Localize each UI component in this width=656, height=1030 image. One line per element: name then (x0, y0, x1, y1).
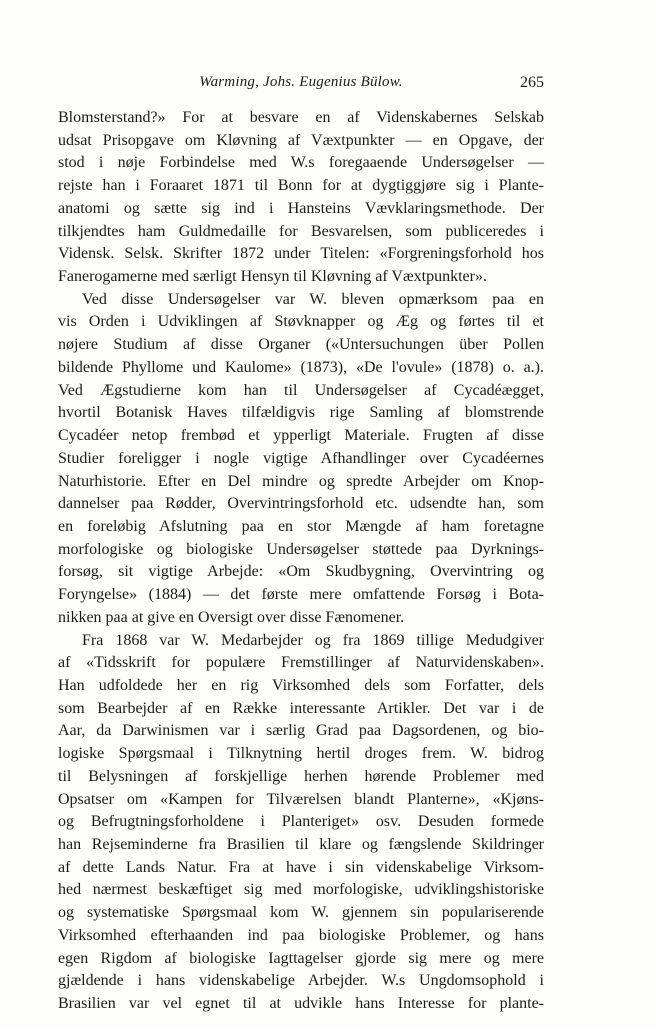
text-line: Cycadéer netop frembød et ypperligt Materiale. Frugten af disse (58, 427, 544, 445)
text-line: egen Rigdom af biologiske Iagttagelser gjorde sig mere og mere (58, 949, 544, 967)
text-line: Naturhistorie. Efter en Del mindre og spredte Arbejder om Knop- (58, 472, 544, 490)
text-line: Blomsterstand?» For at besvare en af Videnskabernes Selskab (58, 109, 544, 126)
text-line: Foryngelse» (1884) — det første mere omfattende Forsøg i Bota- (58, 586, 544, 604)
text-line: anatomi og sætte sig ind i Hansteins Vævklaringsmethode. Der (58, 199, 544, 217)
text-line: nøjere Studium af disse Organer («Untersuchungen über Pollen (58, 336, 544, 354)
text-line: Ved Ægstudierne kom han til Undersøgelser af Cycadéægget, (58, 381, 544, 399)
text-line: hed nærmest beskæftiget sig med morfologiske, udviklingshistoriske (58, 881, 544, 899)
running-title: Warming, Johs. Eugenius Bülow. (199, 74, 403, 90)
text-line: vis Orden i Udviklingen af Støvknapper og Æg og førtes til et (58, 313, 544, 331)
text-line: Han udfoldede her en rig Virksomhed dels som Forfatter, dels (58, 676, 544, 694)
text-line: nikken paa at give en Oversigt over disse Fænomener. (58, 608, 405, 626)
text-line: af dette Lands Natur. Fra at have i sin videnskabelige Virksom- (58, 858, 544, 876)
text-line: udsat Prisopgave om Kløvning af Væxtpunkter — en Opgave, der (58, 131, 544, 149)
text-line: stod i nøje Forbindelse med W.s foregaaende Undersøgelser — (58, 154, 544, 172)
text-line: bildende Phyllome und Kaulome» (1873), «De l'ovule» (1878) o. a.). (58, 358, 544, 376)
text-line: han Rejseminderne fra Brasilien til klare og fængslende Skildringer (58, 836, 544, 853)
text-line: logiske Spørgsmaal i Tilknytning hertil droges frem. W. bidrog (58, 745, 544, 763)
text-line: Fanerogamerne med særligt Hensyn til Kløvning af Væxtpunkter». (58, 268, 487, 286)
text-line: Ved disse Undersøgelser var W. bleven opmærksom paa en (82, 290, 544, 308)
text-line: og systematiske Spørgsmaal kom W. gjennem sin populariserende (58, 904, 544, 922)
text-line: morfologiske og biologiske Undersøgelser støttede paa Dyrknings- (58, 540, 544, 558)
body-text (58, 107, 544, 1016)
text-line: dannelser paa Rødder, Overvintringsforhold etc. udsendte han, som (58, 495, 544, 513)
text-line: Brasilien var vel egnet til at udvikle hans Interesse for plante- (58, 995, 544, 1013)
text-line: Virksomhed efterhaanden ind paa biologiske Problemer, og hans (58, 926, 544, 944)
text-line: forsøg, sit vigtige Arbejde: «Om Skudbygning, Overvintring og (58, 563, 544, 581)
text-line: gjældende i hans videnskabelige Arbejder. W.s Ungdomsophold i (58, 972, 544, 990)
text-line: Studier foreligger i nogle vigtige Afhandlinger over Cycadéernes (58, 449, 544, 467)
text-line: en foreløbig Afslutning paa en stor Mængde af ham foretagne (58, 517, 544, 535)
text-line: og Befrugtningsforholdene i Planteriget» osv. Desuden formede (58, 813, 544, 831)
text-line: hvortil Botanisk Haves tilfældigvis rige Samling af blomstrende (58, 404, 544, 422)
page-number: 265 (520, 74, 544, 91)
text-line: som Bearbejder af en Række interessante Artikler. Det var i de (58, 699, 544, 717)
text-line: Fra 1868 var W. Medarbejder og fra 1869 tillige Medudgiver (82, 631, 544, 649)
running-head (58, 74, 544, 96)
text-line: Aar, da Darwinismen var i særlig Grad paa Dagsordenen, og bio- (58, 722, 544, 740)
text-line: tilkjendtes ham Guldmedaille for Besvarelsen, som publiceredes i (58, 222, 544, 240)
text-line: af «Tidsskrift for populære Fremstillinger af Naturvidenskaben». (58, 654, 544, 672)
text-line: Opsatser om «Kampen for Tilværelsen blandt Planterne», «Kjøns- (58, 790, 544, 808)
text-line: rejste han i Foraaret 1871 til Bonn for at dygtiggjøre sig i Plante- (58, 177, 544, 195)
text-line: Vidensk. Selsk. Skrifter 1872 under Titelen: «Forgreningsforhold hos (58, 245, 544, 263)
text-line: til Belysningen af forskjellige herhen hørende Problemer med (58, 767, 544, 785)
